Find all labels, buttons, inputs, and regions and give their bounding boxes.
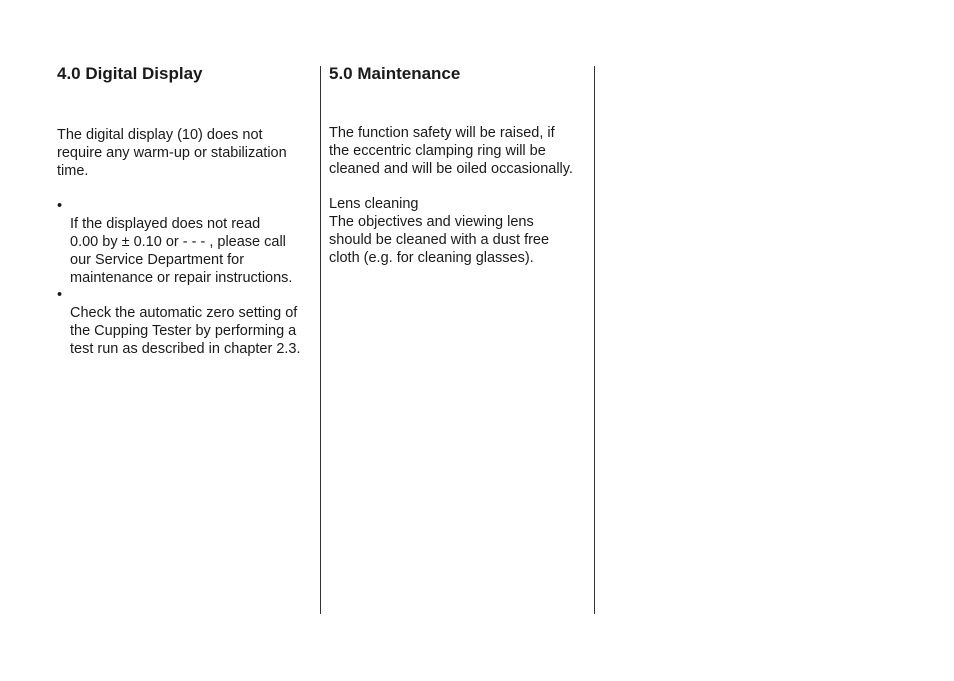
section-intro-paragraph: The digital display (10) does not require any warm-up or stabilization time.: [57, 127, 287, 179]
column-divider: [594, 66, 595, 614]
section-heading: 4.0 Digital Display: [57, 64, 203, 83]
bullet-text: If the displayed does not read 0.00 by ± 0.10 or - - - , please call our Service Department for maintenance or repair instructions.: [70, 216, 293, 286]
bullet-icon: •: [57, 287, 63, 303]
section-maintenance: [329, 64, 589, 266]
bullet-icon: •: [57, 198, 63, 214]
lens-cleaning-subheading: Lens cleaning: [329, 196, 419, 212]
bullet-item-zero-setting: [57, 286, 325, 358]
section-digital-display: [57, 64, 312, 357]
lens-cleaning-paragraph: The objectives and viewing lens should be cleaned with a dust free cloth (e.g. for cleaning glasses).: [329, 214, 550, 266]
section-intro-paragraph: The function safety will be raised, if the eccentric clamping ring will be cleaned and will be oiled occasionally.: [329, 125, 573, 177]
column-divider: [320, 66, 321, 614]
bullet-text: Check the automatic zero setting of the Cupping Tester by performing a test run as described in chapter 2.3.: [70, 305, 301, 357]
section-heading: 5.0 Maintenance: [329, 64, 461, 83]
bullet-item-display-reading: [57, 197, 325, 287]
